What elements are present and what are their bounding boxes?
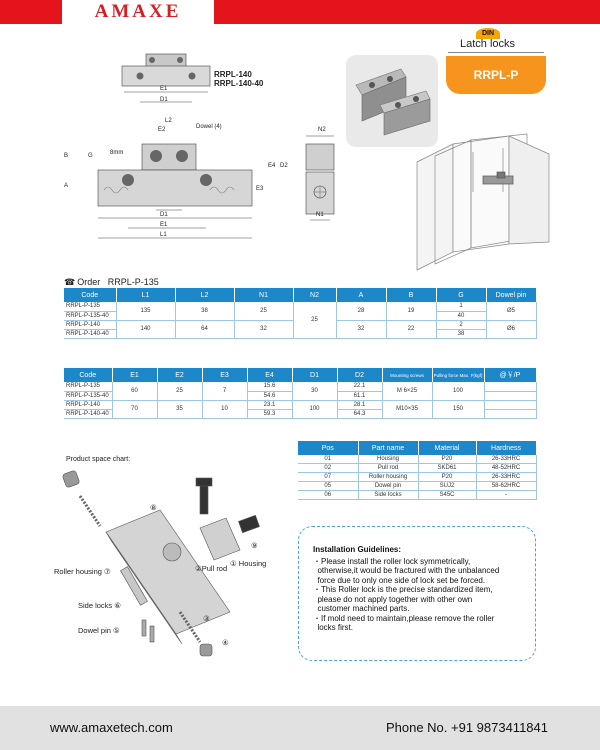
callout-9: ⑨ (251, 541, 258, 550)
order-example (64, 277, 159, 288)
guideline-line: ・If mold need to maintain,please remove the roller (313, 613, 495, 623)
th2-code: Code (64, 368, 112, 382)
th2-e3: E3 (202, 368, 247, 382)
th2-force: Pulling force Max. F(kgf) (432, 368, 484, 382)
dim-label-e2: E2 (158, 127, 166, 133)
brand-logo: AMAXE (62, 0, 214, 24)
label-pull-rod: ②Pull rod (195, 564, 228, 573)
guideline-line: force due to only one side of lock set be forced. (313, 575, 486, 585)
dim-label-e1: E1 (160, 86, 168, 92)
guidelines-title: Installation Guidelines: (313, 545, 402, 554)
product-tab: RRPL-P (446, 56, 546, 94)
callout-3: ③ (203, 614, 210, 623)
table-row: 01 Housing P20 26-33HRC (298, 455, 536, 464)
guideline-line: customer machined parts. (313, 604, 410, 613)
dimension-table (64, 288, 537, 339)
th-pos: Pos (298, 441, 358, 455)
dim-label-e4: E4 (268, 163, 276, 169)
label-roller-housing: Roller housing ⑦ (54, 567, 111, 576)
dim-label-l1: L1 (160, 232, 167, 238)
dim-label-dowel: Dowel (4) (196, 124, 222, 130)
th2-d2: D2 (337, 368, 382, 382)
dim-label-l2: L2 (165, 118, 172, 124)
footer-bar (0, 706, 600, 750)
category-divider (448, 52, 544, 53)
phone-number: Phone No. +91 9873411841 (385, 720, 548, 735)
label-side-locks: Side locks ⑥ (78, 601, 121, 610)
model-label-top: RRPL-140 (214, 70, 252, 79)
callout-8: ⑧ (150, 503, 157, 512)
guideline-line: please do not apply together with other own (313, 594, 473, 604)
th2-screws: Mounting screws (382, 368, 432, 382)
dim-label-n2: N2 (318, 127, 326, 133)
label-housing: ① Housing (230, 559, 267, 568)
table-row: RRPL-P-140-40 59.3 64.3 (64, 409, 536, 418)
th-dowel: Dowel pin (486, 288, 536, 302)
guideline-line: locks first. (313, 623, 354, 632)
th-hardness: Hardness (476, 441, 536, 455)
th-g: G (436, 288, 486, 302)
th-l1: L1 (116, 288, 175, 302)
label-dowel-pin: Dowel pin ⑤ (78, 626, 120, 635)
callout-4: ④ (222, 638, 229, 647)
telephone-icon: ☎ (64, 277, 76, 287)
table-row: RRPL-P-140-40 38 (64, 329, 536, 338)
table-row: RRPL-P-135-40 54.6 61.1 (64, 391, 536, 400)
dim-label-e3: E3 (256, 186, 264, 192)
parts-header-row (298, 441, 536, 455)
installation-guidelines (298, 526, 536, 661)
table-row: RRPL-P-135 135 38 25 25 28 19 1 Ø5 (64, 302, 536, 311)
dim-label-a: A (64, 183, 69, 189)
model-label-bottom: RRPL-140-40 (214, 79, 264, 88)
table1-header-row (64, 288, 536, 302)
th-material: Material (418, 441, 476, 455)
side-view-drawing (60, 118, 260, 248)
end-view-drawing (296, 126, 356, 231)
category-title: Latch locks (460, 38, 516, 50)
guideline-line: ・Please install the roller lock symmetrically, (313, 556, 471, 566)
order-code: RRPL-P-135 (107, 277, 159, 287)
th-n1: N1 (234, 288, 293, 302)
dim-label-d1: D1 (160, 97, 168, 103)
dim-label-b: B (64, 153, 69, 159)
th-a: A (336, 288, 386, 302)
th-l2: L2 (175, 288, 234, 302)
th2-e1: E1 (112, 368, 157, 382)
table-row: RRPL-P-140 70 35 10 23.1 100 28.1 M10×35 150 (64, 400, 536, 409)
website-link[interactable]: www.amaxetech.com (50, 720, 173, 735)
th2-e4: E4 (247, 368, 292, 382)
dim-label-d1-side: D1 (160, 212, 168, 218)
guideline-line: otherwise,it would be fractured with the unbalanced (313, 566, 500, 575)
table-row: 07 Roller housing P20 26-33HRC (298, 473, 536, 482)
th-part-name: Part name (358, 441, 418, 455)
table-row: 05 Dowel pin SUJ2 58-62HRC (298, 482, 536, 491)
dim-label-8mm: 8mm (110, 150, 124, 156)
product-space-title: Product space chart: (66, 456, 131, 463)
th2-d1: D1 (292, 368, 337, 382)
dim-label-n1: N1 (316, 212, 324, 218)
th-code: Code (64, 288, 116, 302)
dim-label-d2: D2 (280, 163, 288, 169)
din-badge: DIN (476, 28, 500, 39)
dim-label-e1-side: E1 (160, 222, 168, 228)
table-row: RRPL-P-140 140 64 32 32 22 2 Ø6 (64, 320, 536, 329)
parts-table (298, 441, 537, 500)
dim-label-g: G (88, 153, 93, 159)
th2-e2: E2 (157, 368, 202, 382)
table-row: 06 Side locks S45C - (298, 491, 536, 500)
th-b: B (386, 288, 436, 302)
mounting-table (64, 368, 537, 419)
th-n2: N2 (293, 288, 336, 302)
table-row: RRPL-P-135-40 40 (64, 311, 536, 320)
table2-header-row (64, 368, 536, 382)
mold-assembly-diagram (413, 132, 553, 274)
th2-price: @￥/P (484, 368, 536, 382)
guideline-line: ・This Roller lock is the precise standardized item, (313, 585, 493, 594)
order-label: Order (77, 277, 101, 287)
table-row: RRPL-P-135 60 25 7 15.6 30 22.1 M 6×25 100 (64, 382, 536, 391)
table-row: 02 Pull rod SKD61 48-52HRC (298, 464, 536, 473)
